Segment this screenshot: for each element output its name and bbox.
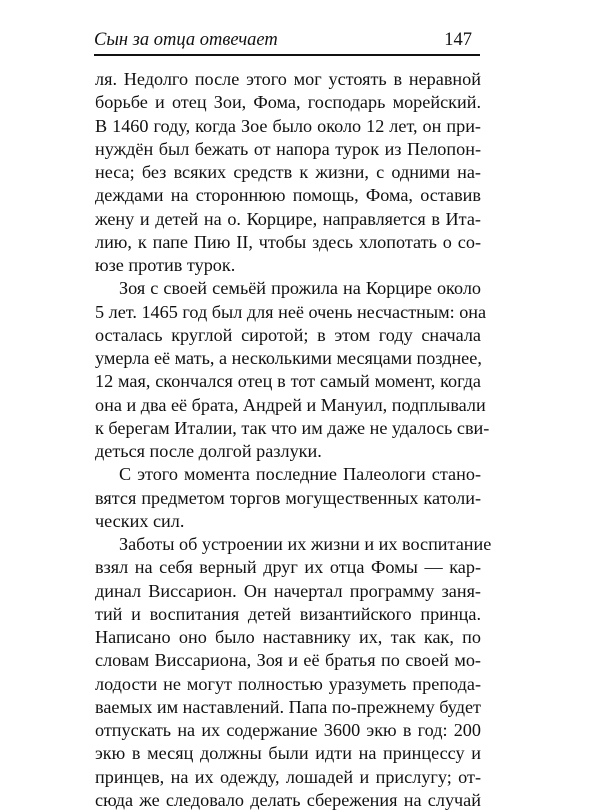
text-line: принцев, на их одежду, лошадей и прислугу; от- [95, 766, 481, 787]
text-line: Заботы об устроении их жизни и их воспитание [119, 534, 492, 554]
text-line: неса; без всяких средств к жизни, с одними на- [95, 162, 481, 182]
text-line: она и два её брата, Андрей и Мануил, подплывали [95, 394, 486, 415]
text-line: ваемых им наставлений. Папа по-прежнему будет [95, 696, 481, 717]
text-line: Зоя с своей семьёй прожила на Корцире около [119, 278, 481, 299]
text-line: взял на себя верный друг их отца Фомы — кар- [95, 557, 481, 578]
text-line: юзе против турок. [95, 255, 236, 275]
text-line: 5 лет. 1465 год был для неё очень несчастным: она [95, 301, 487, 322]
text-line: умерла её мать, а несколькими месяцами позднее, [95, 348, 482, 368]
text-line: 12 мая, скончался отец в тот самый момент, когда [95, 371, 481, 392]
text-line: ческих сил. [95, 510, 185, 531]
text-line: динал Виссарион. Он начертал программу заня- [95, 580, 481, 601]
text-line: к берегам Италии, так что им даже не удалось сви- [95, 417, 490, 438]
text-line: нуждён был бежать от напора турок из Пелопон- [95, 138, 481, 159]
paragraph [95, 277, 490, 463]
text-line: вятся предметом торгов могущественных католи- [95, 487, 481, 508]
text-line: словам Виссариона, Зоя и её братья по своей мо- [95, 650, 481, 671]
text-line: ля. Недолго после этого мог устоять в неравной [95, 69, 481, 89]
text-line: осталась круглой сиротой; в этом году сначала [95, 324, 481, 345]
text-line: отпускать на их содержание 3600 экю в год: 200 [95, 720, 481, 740]
paragraph [95, 68, 481, 277]
text-line: С этого момента последние Палеологи стано- [119, 464, 481, 485]
text-line: деждами на стороннюю помощь, Фома, оставив [95, 185, 481, 206]
paragraph [95, 463, 481, 533]
text-line: тий и воспитания детей византийского принца. [95, 603, 481, 624]
text-line: жену и детей на о. Корцире, направляется в Ита- [95, 208, 481, 229]
paragraph [95, 533, 492, 812]
text-line: борьбе и отец Зои, Фома, господарь морейский. [95, 92, 481, 113]
text-line: лию, к папе Пию II, чтобы здесь хлопотать о со- [95, 231, 481, 252]
text-line: Написано оно было наставнику их, так как, по [95, 627, 481, 647]
running-title: Сын за отца отвечает [94, 30, 278, 50]
text-line: лодости не могут полностью уразуметь препода- [95, 673, 481, 694]
text-line: В 1460 году, когда Зое было около 12 лет, он при- [95, 115, 481, 136]
header-rule [94, 54, 480, 56]
page-number: 147 [444, 30, 472, 50]
running-header [94, 28, 480, 54]
body-text [95, 68, 492, 812]
text-line: деться после долгой разлуки. [95, 441, 322, 461]
text-line: экю в месяц должны были идти на принцессу и [95, 743, 481, 764]
text-line: сюда же следовало делать сбережения на случай [95, 789, 481, 810]
